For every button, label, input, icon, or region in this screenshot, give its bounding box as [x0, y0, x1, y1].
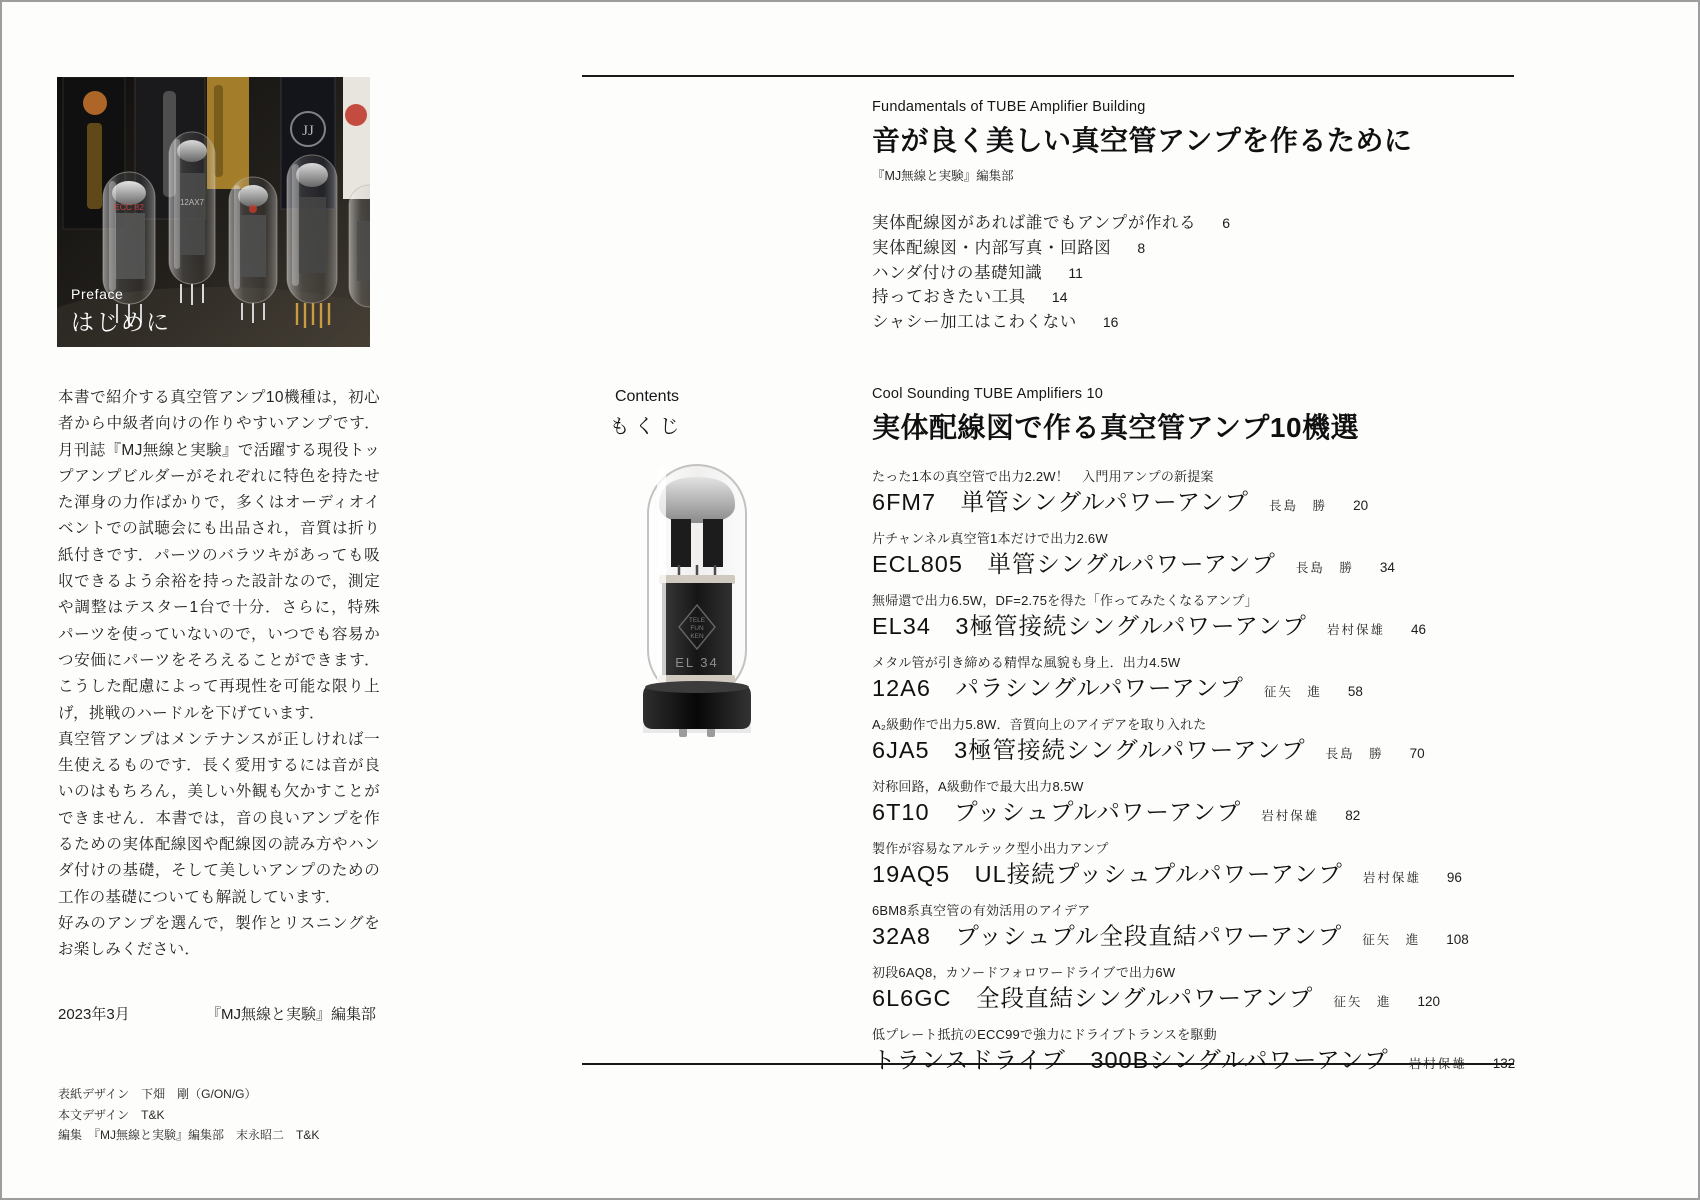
toc-entry [872, 964, 1552, 1017]
contents-heading [557, 388, 737, 439]
entry-description: 初段6AQ8，カソードフォロワードライブで出力6W [872, 965, 1176, 980]
entry-description: A₂級動作で出力5.8W．音質向上のアイデアを取り入れた [872, 717, 1207, 732]
toc-entry [872, 468, 1552, 521]
credit-line: 本文デザイン T&K [58, 1107, 165, 1122]
entry-title: 6T10 プッシュプルパワーアンプ [872, 799, 1242, 825]
entry-title: 12A6 パラシングルパワーアンプ [872, 675, 1244, 701]
preface-label-ja: はじめに [71, 309, 171, 335]
preface-dateline [58, 1003, 376, 1024]
section2-eyebrow: Cool Sounding TUBE Amplifiers 10 [872, 386, 1104, 402]
entry-description: 製作が容易なアルテック型小出力アンプ [872, 841, 1109, 856]
el34-tube-illustration [601, 457, 793, 739]
entry-description: メタル管が引き締める精悍な風貌も身上．出力4.5W [872, 655, 1181, 670]
section1-title: 音が良く美しい真空管アンプを作るために [872, 125, 1413, 156]
toc-entry [872, 902, 1552, 955]
entry-title: 6L6GC 全段直結シングルパワーアンプ [872, 985, 1314, 1011]
entry-title: 32A8 プッシュプル全段直結パワーアンプ [872, 923, 1343, 949]
entry-author: 征矢 進 [1263, 685, 1322, 699]
entry-page-number: 132 [1492, 1056, 1516, 1071]
toc-item: ハンダ付けの基礎知識 11 [872, 263, 1083, 282]
entry-page-number: 46 [1410, 622, 1426, 637]
entry-author: 長島 勝 [1325, 747, 1384, 761]
toc-entry [872, 840, 1552, 893]
section-fundamentals [872, 99, 1532, 335]
toc-item: 持っておきたい工具 14 [872, 288, 1068, 307]
preface-label-en: Preface [71, 286, 124, 302]
entry-title: EL34 3極管接続シングルパワーアンプ [872, 613, 1307, 639]
section1-eyebrow: Fundamentals of TUBE Amplifier Building [872, 99, 1146, 115]
entry-author: 岩村保雄 [1326, 623, 1385, 637]
toc-page-number: 6 [1222, 215, 1231, 231]
entry-page-number: 58 [1347, 684, 1363, 699]
toc-entry [872, 1026, 1552, 1079]
preface-photo [57, 77, 370, 347]
svg-text:ECC 82: ECC 82 [114, 202, 144, 212]
svg-text:12AX7: 12AX7 [179, 198, 205, 207]
entry-author: 征矢 進 [1362, 933, 1421, 947]
entry-description: たった1本の真空管で出力2.2W！ 入門用アンプの新提案 [872, 469, 1214, 484]
section2-title: 実体配線図で作る真空管アンプ10機選 [872, 412, 1360, 443]
preface-paragraph: 真空管アンプはメンテナンスが正しければ一生使えるものです．長く愛用するには音が良いのはもちろん，美しい外観も欠かすことができません．本書では，音の良いアンプを作るための実体配線図や配線図の読み方やハンダ付けの基礎，そして美しいアンプのための工作の基礎についても解説しています． [58, 730, 380, 906]
entry-author: 岩村保雄 [1362, 871, 1421, 885]
entry-author: 長島 勝 [1295, 561, 1354, 575]
entry-author: 岩村保雄 [1408, 1057, 1467, 1071]
svg-text:JJ: JJ [302, 123, 314, 139]
preface-date: 2023年3月 [58, 1006, 130, 1023]
entry-author: 征矢 進 [1333, 995, 1392, 1009]
entry-title: 19AQ5 UL接続プッシュプルパワーアンプ [872, 861, 1343, 887]
section1-toc-list [872, 211, 1532, 335]
preface-body-text [58, 385, 380, 964]
svg-text:TELE: TELE [688, 617, 706, 624]
top-rule [582, 75, 1514, 77]
section-amplifiers [872, 386, 1552, 1088]
entry-author: 岩村保雄 [1261, 809, 1320, 823]
entry-author: 長島 勝 [1269, 499, 1328, 513]
section2-toc-list [872, 468, 1552, 1079]
toc-page-number: 11 [1068, 264, 1083, 281]
entry-page-number: 34 [1379, 560, 1395, 575]
entry-description: 無帰還で出力6.5W，DF=2.75を得た「作ってみたくなるアンプ」 [872, 593, 1258, 608]
entry-page-number: 108 [1446, 932, 1469, 947]
contents-heading-ja: もくじ [609, 416, 685, 438]
credit-line: 表紙デザイン 下畑 剛（G/ON/G） [58, 1087, 257, 1101]
toc-entry [872, 530, 1552, 583]
toc-item: 実体配線図・内部写真・回路図 8 [872, 238, 1146, 257]
entry-page-number: 20 [1353, 498, 1369, 513]
preface-paragraph: 本書で紹介する真空管アンプ10機種は，初心者から中級者向けの作りやすいアンプです．月刊誌『MJ無線と実験』で活躍する現役トップアンプビルダーがそれぞれに特色を持たせた渾身の力作ばかりで，多くはオーディオイベントでの試聴会にも出品され，音質は折り紙付きです．パーツのバラツキがあっても吸収できるよう余裕を持った設計なので，測定や調整はテスター1台で十分．さらに，特殊パーツを使っていないので，いつでも容易かつ安価にパーツをそろえることができます．こうした配慮によって再現性を可能な限り上げ，挑戦のハードルを下げています． [58, 389, 380, 722]
entry-page-number: 70 [1409, 746, 1425, 761]
toc-item: 実体配線図があれば誰でもアンプが作れる 6 [872, 214, 1231, 232]
preface-paragraph: 好みのアンプを選んで，製作とリスニングをお楽しみください． [58, 914, 380, 959]
entry-page-number: 120 [1417, 994, 1440, 1009]
entry-description: 片チャンネル真空管1本だけで出力2.6W [872, 531, 1108, 546]
toc-entry [872, 654, 1552, 707]
entry-description: 6BM8系真空管の有効活用のアイデア [872, 903, 1091, 918]
preface-publisher: 『MJ無線と実験』編集部 [206, 1006, 376, 1023]
entry-title: 6FM7 単管シングルパワーアンプ [872, 489, 1250, 515]
preface-label [71, 286, 171, 337]
contents-heading-en: Contents [614, 388, 680, 405]
entry-page-number: 96 [1446, 870, 1462, 885]
svg-text:KEN: KEN [690, 633, 704, 640]
toc-item: シャシー加工はこわくない 16 [872, 313, 1119, 332]
toc-page-number: 16 [1102, 314, 1119, 331]
credit-line: 編集 『MJ無線と実験』編集部 末永昭二 T&K [58, 1128, 320, 1142]
colophon-credits [58, 1084, 319, 1146]
entry-title: 6JA5 3極管接続シングルパワーアンプ [872, 737, 1306, 763]
svg-text:FUN: FUN [690, 625, 704, 632]
toc-entry [872, 592, 1552, 645]
section1-byline: 『MJ無線と実験』編集部 [872, 169, 1014, 183]
entry-page-number: 82 [1345, 808, 1361, 823]
entry-description: 低プレート抵抗のECC99で強力にドライブトランスを駆動 [872, 1027, 1217, 1042]
entry-description: 対称回路，A級動作で最大出力8.5W [872, 779, 1084, 794]
el34-tube-photo [601, 457, 793, 739]
toc-entry [872, 716, 1552, 769]
toc-entry [872, 778, 1552, 831]
toc-page-number: 14 [1051, 289, 1068, 306]
el34-tube-label: EL 34 [675, 655, 719, 670]
entry-title: ECL805 単管シングルパワーアンプ [872, 551, 1276, 577]
toc-page-number: 8 [1137, 239, 1146, 256]
entry-title: トランスドライブ 300Bシングルパワーアンプ [872, 1047, 1389, 1073]
